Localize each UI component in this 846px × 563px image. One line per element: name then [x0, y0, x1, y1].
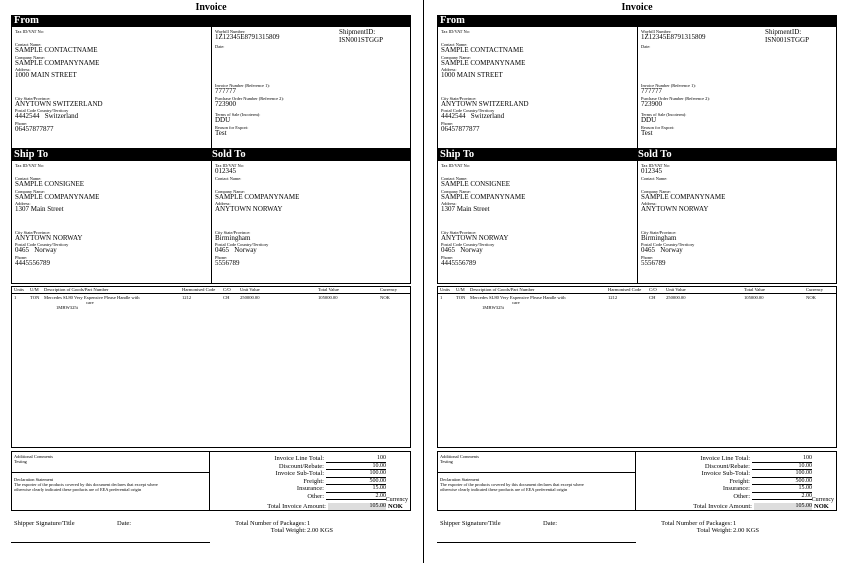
from-header: From — [11, 15, 411, 27]
terms-label: Terms of Sale (Incoterm): — [641, 112, 687, 117]
signature-line — [11, 542, 210, 543]
cell-co: CH — [649, 295, 656, 300]
col-hs-code: Harmonised Code — [182, 287, 216, 292]
contact-name: SAMPLE CONSIGNEE — [15, 180, 85, 188]
col-units: Units — [14, 287, 24, 292]
contact-name: SAMPLE CONSIGNEE — [441, 180, 511, 188]
declaration-line-1: The exporter of the products covered by this document declares that except where — [440, 482, 584, 487]
freight-row: Freight: 500.00 — [303, 477, 386, 485]
invoice-totals — [210, 451, 411, 511]
additional-comments — [12, 454, 209, 473]
comments-box — [11, 451, 210, 511]
cell-hs-code: 1212 — [608, 295, 618, 300]
other-row: Other: 2.00 — [307, 492, 386, 500]
discount-row: Discount/Rebate: 10.00 — [278, 462, 386, 470]
ship-sold-header: Ship To Sold To — [11, 149, 411, 161]
phone-label: Phone: — [641, 254, 654, 260]
postal-country: 0465 Norway — [15, 246, 57, 254]
col-co: C/O — [649, 287, 657, 292]
company-name: SAMPLE COMPANYNAME — [441, 58, 526, 67]
invoice-page-left — [11, 0, 411, 563]
company-label: Company Name: — [215, 188, 245, 194]
col-currency: Currency — [806, 287, 824, 292]
address: ANYTOWN NORWAY — [641, 205, 709, 213]
company-name: SAMPLE COMPANYNAME — [15, 192, 100, 201]
col-currency: Currency — [380, 287, 398, 292]
currency-label: Currency — [811, 497, 834, 503]
address-label: Address: — [215, 201, 231, 206]
company-label: Company Name: — [441, 54, 471, 60]
subtotal-row: Invoice Sub-Total: 100.00 — [701, 470, 812, 477]
from-details-column — [637, 27, 836, 148]
ship-sold-section — [437, 161, 837, 284]
tax-label: Tax ID/VAT No: — [215, 163, 245, 168]
contact-label: Contact Name: — [15, 42, 42, 47]
signature-label: Shipper Signature/Title — [440, 520, 501, 527]
po-number-label: Purchase Order Number (Reference 2): — [215, 95, 284, 101]
address: 1000 MAIN STREET — [441, 71, 503, 79]
cell-description: Mercedes SL80 Very Expensive Please Handle with care 1MBW325i — [470, 295, 566, 311]
city-label: City State/Province: — [441, 95, 477, 101]
company-name: SAMPLE COMPANYNAME — [441, 192, 526, 201]
declaration-label: Declaration Statement — [14, 477, 54, 482]
shipment-label: ShipmentID: — [339, 28, 376, 36]
po-number-label: Purchase Order Number (Reference 2): — [641, 95, 710, 101]
tax-label: Tax ID/VAT No: — [15, 29, 45, 34]
invoice-footer — [437, 516, 837, 544]
waybill-label: Waybill Number: — [215, 29, 246, 34]
reason: Test — [215, 128, 227, 137]
cell-description: Mercedes SL80 Very Expensive Please Handle with care 1MBW325i — [44, 295, 140, 311]
currency-label: Currency — [385, 497, 408, 503]
declaration-line-1: The exporter of the products covered by this document declares that except where — [14, 482, 158, 487]
ship-sold-section — [11, 161, 411, 284]
city-label: City State/Province: — [15, 95, 51, 101]
phone: 06457877877 — [15, 124, 54, 133]
cell-co: CH — [223, 295, 230, 300]
shipment-id: ISN001STGGP — [339, 35, 383, 44]
company-label: Company Name: — [15, 188, 45, 194]
from-section — [11, 27, 411, 149]
freight-row: Freight: 500.00 — [729, 477, 812, 485]
contact-label: Contact Name: — [15, 176, 42, 181]
waybill-label: Waybill Number: — [641, 29, 672, 34]
comments-label: Additional Comments — [440, 454, 479, 459]
discount-row: Discount/Rebate: 10.00 — [704, 462, 812, 470]
col-units: Units — [440, 287, 450, 292]
insurance-row: Insurance: 15.00 — [296, 485, 386, 492]
declaration-label: Declaration Statement — [440, 477, 480, 482]
po-number: 723900 — [641, 99, 662, 108]
company-label: Company Name: — [441, 188, 471, 194]
line-items-table — [11, 286, 411, 448]
company-name: SAMPLE COMPANYNAME — [641, 192, 726, 201]
address-label: Address: — [641, 201, 657, 206]
totals-section — [437, 451, 837, 511]
page-divider — [423, 0, 424, 563]
invoice-number: 777777 — [215, 87, 236, 95]
company-label: Company Name: — [15, 54, 45, 60]
col-total-value: Total Value — [318, 287, 339, 292]
col-co: C/O — [223, 287, 231, 292]
declaration-line-2: otherwise clearly indicated these products are of EEA preferential origin — [14, 487, 142, 492]
additional-comments — [438, 454, 635, 473]
phone: 4445556789 — [441, 258, 476, 267]
other-row: Other: 2.00 — [733, 492, 812, 500]
contact-label: Contact Name: — [641, 175, 668, 181]
packages-value: 1 — [307, 520, 311, 527]
col-description: Description of Goods/Part Number — [44, 287, 109, 292]
total-amount-row: Total Invoice Amount: 105.00 NOK — [693, 503, 829, 510]
comments-text: Testing — [14, 459, 27, 464]
shipment-label: ShipmentID: — [765, 28, 802, 36]
city: Birmingham — [641, 233, 677, 242]
waybill-number: 1Z12345E8791315809 — [641, 33, 706, 41]
invoice-page-right — [437, 0, 837, 563]
tax-label: Tax ID/VAT No: — [441, 163, 471, 168]
city: ANYTOWN NORWAY — [15, 233, 83, 242]
table-header — [12, 287, 410, 294]
insurance-row: Insurance: 15.00 — [722, 485, 812, 492]
postal-country: 0465 Norway — [641, 246, 683, 254]
phone: 06457877877 — [441, 124, 480, 133]
phone-label: Phone: — [441, 120, 454, 126]
col-total-value: Total Value — [744, 287, 765, 292]
city: ANYTOWN SWITZERLAND — [15, 99, 103, 108]
table-header — [438, 287, 836, 294]
cell-um: TON — [456, 295, 466, 300]
line-total-row: Invoice Line Total: 100 — [700, 455, 812, 462]
city: ANYTOWN NORWAY — [441, 233, 509, 242]
postal-label: Postal Code Country/Territory — [215, 242, 269, 247]
shipment-id: ISN001STGGP — [765, 35, 809, 44]
subtotal-row: Invoice Sub-Total: 100.00 — [275, 470, 386, 477]
signature-date-label: Date: — [117, 520, 132, 527]
po-number: 723900 — [215, 99, 236, 108]
reason: Test — [641, 128, 653, 137]
address-label: Address: — [15, 201, 31, 206]
date-label: Date: — [215, 44, 225, 49]
postal-label: Postal Code Country/Territory — [15, 242, 69, 247]
from-shipper-column — [438, 27, 637, 148]
col-hs-code: Harmonised Code — [608, 287, 642, 292]
phone-label: Phone: — [15, 254, 28, 260]
packages-value: 1 — [733, 520, 737, 527]
company-name: SAMPLE COMPANYNAME — [15, 58, 100, 67]
postal-country: 0465 Norway — [215, 246, 257, 254]
date-label: Date: — [641, 44, 651, 49]
col-unit-value: Unit Value — [240, 287, 260, 292]
cell-units: 1 — [440, 295, 443, 300]
address: 1000 MAIN STREET — [15, 71, 77, 79]
cell-unit-value: 250000.00 — [240, 295, 260, 300]
col-description: Description of Goods/Part Number — [470, 287, 535, 292]
comments-box — [437, 451, 636, 511]
cell-hs-code: 1212 — [182, 295, 192, 300]
sold-to-column — [637, 161, 836, 283]
invoice-totals — [636, 451, 837, 511]
postal-country: 4442544 Switzerland — [441, 112, 505, 120]
table-row — [438, 294, 836, 314]
address-label: Address: — [15, 67, 31, 72]
tax-label: Tax ID/VAT No: — [15, 163, 45, 168]
comments-label: Additional Comments — [14, 454, 53, 459]
weight-value: 2.00 KGS — [733, 527, 760, 534]
col-um: U/M — [30, 287, 39, 292]
packages-label: Total Number of Packages: — [661, 520, 732, 527]
sold-to-column — [211, 161, 410, 283]
tax-label: Tax ID/VAT No: — [441, 29, 471, 34]
cell-um: TON — [30, 295, 40, 300]
signature-date-label: Date: — [543, 520, 558, 527]
contact-label: Contact Name: — [441, 176, 468, 181]
terms: DDU — [215, 116, 231, 124]
weight-label: Total Weight: — [270, 527, 306, 534]
cell-total-value: 105000.00 — [318, 295, 338, 300]
weight-label: Total Weight: — [696, 527, 732, 534]
cell-currency: NOK — [806, 295, 816, 300]
postal-label: Postal Code Country/Territory — [15, 108, 69, 113]
contact-label: Contact Name: — [441, 42, 468, 47]
waybill-number: 1Z12345E8791315809 — [215, 33, 280, 41]
from-header: From — [437, 15, 837, 27]
city-label: City State/Province: — [15, 229, 51, 235]
contact-label: Contact Name: — [215, 175, 242, 181]
terms: DDU — [641, 116, 657, 124]
invoice-number-label: Invoice Number (Reference 1): — [641, 83, 696, 88]
line-items-table — [437, 286, 837, 448]
from-shipper-column — [12, 27, 211, 148]
postal-country: 0465 Norway — [441, 246, 483, 254]
phone: 4445556789 — [15, 258, 50, 267]
weight-value: 2.00 KGS — [307, 527, 334, 534]
phone-label: Phone: — [441, 254, 454, 260]
postal-country: 4442544 Switzerland — [15, 112, 79, 120]
invoice-number-label: Invoice Number (Reference 1): — [215, 83, 270, 88]
phone-label: Phone: — [15, 120, 28, 126]
ship-sold-header: Ship To Sold To — [437, 149, 837, 161]
postal-label: Postal Code Country/Territory — [441, 108, 495, 113]
cell-total-value: 105000.00 — [744, 295, 764, 300]
address: 1307 Main Street — [15, 205, 64, 213]
address: 1307 Main Street — [441, 205, 490, 213]
city-label: City State/Province: — [441, 229, 477, 235]
tax-label: Tax ID/VAT No: — [641, 163, 671, 168]
col-unit-value: Unit Value — [666, 287, 686, 292]
total-amount-row: Total Invoice Amount: 105.00 NOK — [267, 503, 403, 510]
from-section — [437, 27, 837, 149]
reason-label: Reason for Export: — [215, 124, 249, 130]
postal-label: Postal Code Country/Territory — [441, 242, 495, 247]
cell-currency: NOK — [380, 295, 390, 300]
phone-label: Phone: — [215, 254, 228, 260]
postal-label: Postal Code Country/Territory — [641, 242, 695, 247]
ship-to-column — [12, 161, 211, 283]
company-name: SAMPLE COMPANYNAME — [215, 192, 300, 201]
line-total-row: Invoice Line Total: 100 — [274, 455, 386, 462]
tax-id: 012345 — [215, 167, 236, 175]
declaration-line-2: otherwise clearly indicated these products are of EEA preferential origin — [440, 487, 568, 492]
tax-id: 012345 — [641, 167, 662, 175]
city: ANYTOWN SWITZERLAND — [441, 99, 529, 108]
company-label: Company Name: — [641, 188, 671, 194]
cell-unit-value: 250000.00 — [666, 295, 686, 300]
reason-label: Reason for Export: — [641, 124, 675, 130]
table-row — [12, 294, 410, 314]
contact-name: SAMPLE CONTACTNAME — [15, 46, 98, 54]
address-label: Address: — [441, 201, 457, 206]
invoice-footer — [11, 516, 411, 544]
city: Birmingham — [215, 233, 251, 242]
address-label: Address: — [441, 67, 457, 72]
contact-name: SAMPLE CONTACTNAME — [441, 46, 524, 54]
invoice-number: 777777 — [641, 87, 662, 95]
packages-label: Total Number of Packages: — [235, 520, 306, 527]
from-details-column — [211, 27, 410, 148]
city-label: City State/Province: — [215, 229, 251, 235]
phone: 5556789 — [215, 258, 240, 267]
totals-section — [11, 451, 411, 511]
address: ANYTOWN NORWAY — [215, 205, 283, 213]
invoice-title: Invoice — [621, 2, 653, 13]
ship-to-column — [438, 161, 637, 283]
cell-units: 1 — [14, 295, 17, 300]
comments-text: Testing — [440, 459, 453, 464]
terms-label: Terms of Sale (Incoterm): — [215, 112, 261, 117]
signature-line — [437, 542, 636, 543]
signature-label: Shipper Signature/Title — [14, 520, 75, 527]
col-um: U/M — [456, 287, 465, 292]
city-label: City State/Province: — [641, 229, 677, 235]
invoice-title: Invoice — [195, 2, 227, 13]
phone: 5556789 — [641, 258, 666, 267]
